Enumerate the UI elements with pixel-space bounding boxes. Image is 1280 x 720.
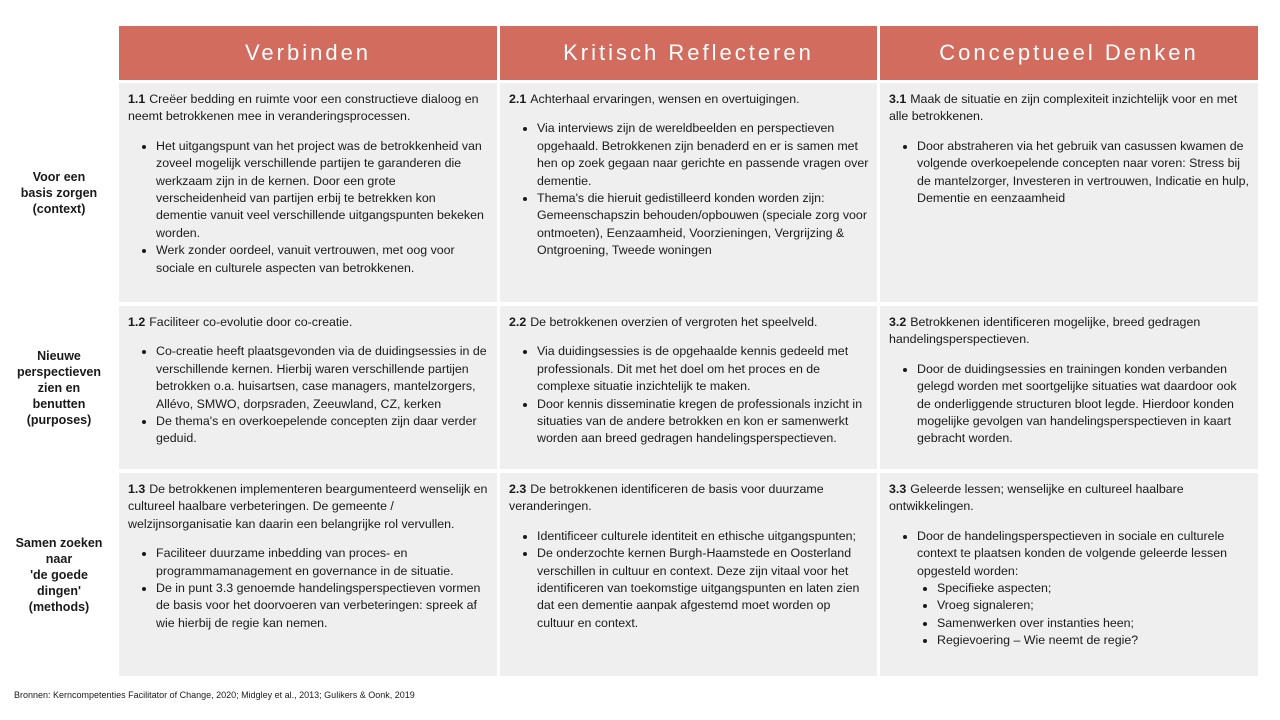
row-label-text: Samen zoeken naar 'de goede dingen' (methods) [15, 535, 103, 614]
bullet-list [128, 138, 489, 277]
list-item: • De in punt 3.3 genoemde handelingsperspectieven vormen de basis voor het doorvoeren van verbeteringen: spreek af wie hierbij de regie kan nemen. [156, 580, 489, 632]
list-item: • Samenwerken over instanties heen; [937, 615, 1250, 632]
cell-lead-text: Faciliteer co-evolutie door co-creatie. [149, 315, 353, 329]
cell-lead-text: Creëer bedding en ruimte voor een constructieve dialoog en neemt betrokkenen mee in veranderingsprocessen. [128, 92, 479, 124]
list-item: • De thema's en overkoepelende concepten zijn daar verder geduid. [156, 413, 489, 448]
table-cell [880, 473, 1258, 676]
sub-bullet-list [889, 580, 1250, 650]
cell-lead [509, 481, 869, 516]
list-item: • Vroeg signaleren; [937, 597, 1250, 614]
table-cell [119, 83, 497, 302]
list-item: • Co-creatie heeft plaatsgevonden via de duidingsessies in de verschillende kernen. Hierbij waren verschillende partijen betrokken o.a. huisartsen, case managers, mantelzorgers, Allévo, SMWO, dorpsraden, Zeeuwland, CZ, kerken [156, 343, 489, 413]
cell-number: 3.2 [889, 315, 907, 329]
table-cell [119, 306, 497, 469]
cell-number: 2.3 [509, 482, 527, 496]
cell-number: 3.3 [889, 482, 907, 496]
row-label-text: Voor een basis zorgen (context) [20, 169, 98, 216]
cell-number: 2.1 [509, 92, 527, 106]
table-cell [119, 473, 497, 676]
list-item: • De onderzochte kernen Burgh-Haamstede en Oosterland verschillen in cultuur en context. Deze zijn vitaal voor het identificeren van toekomstige uitgangspunten en laten zien dat een dementie aanpak afgestemd moet worden op cultuur en context. [537, 545, 869, 632]
row-label [0, 473, 118, 676]
cell-number: 1.1 [128, 92, 146, 106]
column-header-kritisch-reflecteren: Kritisch Reflecteren [500, 26, 877, 80]
cell-lead-text: De betrokkenen identificeren de basis voor duurzame veranderingen. [509, 482, 824, 514]
column-header-conceptueel-denken: Conceptueel Denken [880, 26, 1258, 80]
bullet-list [889, 528, 1250, 580]
list-item: • Door de handelingsperspectieven in sociale en culturele context te plaatsen konden de volgende geleerde lessen opgesteld worden: [917, 528, 1250, 580]
cell-lead-text: Betrokkenen identificeren mogelijke, breed gedragen handelingsperspectieven. [889, 315, 1201, 347]
bullet-list [128, 545, 489, 632]
bullet-list [509, 120, 869, 259]
cell-lead-text: Geleerde lessen; wenselijke en cultureel haalbare ontwikkelingen. [889, 482, 1184, 514]
bullet-list [509, 528, 869, 632]
row-label-text: Nieuwe perspectieven zien en benutten (purposes) [16, 348, 102, 427]
sources-footnote: Bronnen: Kerncompetenties Facilitator of Change, 2020; Midgley et al., 2013; Gulikers & Oonk, 2019 [14, 690, 415, 700]
cell-lead [509, 314, 869, 331]
list-item: • Regievoering – Wie neemt de regie? [937, 632, 1250, 649]
cell-lead-text: De betrokkenen implementeren beargumenteerd wenselijk en cultureel haalbare verbeteringen. De gemeente / welzijnsorganisatie kan daarin een belangrijke rol vervullen. [128, 482, 488, 531]
table-cell [880, 83, 1258, 302]
cell-lead-text: De betrokkenen overzien of vergroten het speelveld. [530, 315, 818, 329]
cell-lead [128, 91, 489, 126]
cell-number: 1.2 [128, 315, 146, 329]
bullet-list [889, 361, 1250, 448]
list-item: • Via interviews zijn de wereldbeelden en perspectieven opgehaald. Betrokkenen zijn benaderd en er is samen met hen op zoek gegaan naar gerichte en passende vragen over dementie. [537, 120, 869, 190]
list-item: • Door abstraheren via het gebruik van casussen kwamen de volgende overkoepelende concepten naar voren: Stress bij de mantelzorger, Investeren in vertrouwen, Indicatie en hulp, Dementie en eenzaamheid [917, 138, 1250, 208]
cell-lead-text: Achterhaal ervaringen, wensen en overtuigingen. [530, 92, 800, 106]
cell-number: 1.3 [128, 482, 146, 496]
list-item: • Thema's die hieruit gedistilleerd konden worden zijn: Gemeenschapszin behouden/opbouwen (speciale zorg voor ontmoeten), Eenzaamheid, Voorzieningen, Vergrijzing & Ontgroening, Tweede woningen [537, 190, 869, 260]
cell-lead [128, 314, 489, 331]
list-item: • Specifieke aspecten; [937, 580, 1250, 597]
cell-lead [509, 91, 869, 108]
bullet-list [128, 343, 489, 447]
list-item: • Het uitgangspunt van het project was de betrokkenheid van zoveel mogelijk verschillende partijen te garanderen die werkzaam zijn in de kernen. Door een grote verscheidenheid van partijen erbij te betrekken kon dementie vanuit veel verschillende uitgangspunten bekeken worden. [156, 138, 489, 242]
cell-number: 2.2 [509, 315, 527, 329]
table-cell [500, 83, 877, 302]
bullet-list [889, 138, 1250, 208]
cell-lead-text: Maak de situatie en zijn complexiteit inzichtelijk voor en met alle betrokkenen. [889, 92, 1238, 124]
list-item: • Door de duidingsessies en trainingen konden verbanden gelegd worden met soortgelijke situaties wat daardoor ook de onderliggende structuren bloot legde. Hierdoor konden mogelijke gevolgen van handelingsperspectieven in kaart gebracht worden. [917, 361, 1250, 448]
table-cell [500, 473, 877, 676]
list-item: • Via duidingsessies is de opgehaalde kennis gedeeld met professionals. Dit met het doel om het proces en de complexe situatie inzichtelijk te maken. [537, 343, 869, 395]
cell-lead [128, 481, 489, 533]
table-cell [880, 306, 1258, 469]
list-item: • Identificeer culturele identiteit en ethische uitgangspunten; [537, 528, 869, 545]
cell-lead [889, 91, 1250, 126]
list-item: • Werk zonder oordeel, vanuit vertrouwen, met oog voor sociale en culturele aspecten van betrokkenen. [156, 242, 489, 277]
cell-number: 3.1 [889, 92, 907, 106]
bullet-list [509, 343, 869, 447]
row-label [0, 83, 118, 302]
column-header-verbinden: Verbinden [119, 26, 497, 80]
cell-lead [889, 314, 1250, 349]
cell-lead [889, 481, 1250, 516]
row-label [0, 306, 118, 469]
list-item: • Door kennis disseminatie kregen de professionals inzicht in situaties van de andere betrokken en kon er samenwerkt worden aan breed gedragen handelingsperspectieven. [537, 396, 869, 448]
list-item: • Faciliteer duurzame inbedding van proces- en programmamanagement en governance in de situatie. [156, 545, 489, 580]
table-cell [500, 306, 877, 469]
